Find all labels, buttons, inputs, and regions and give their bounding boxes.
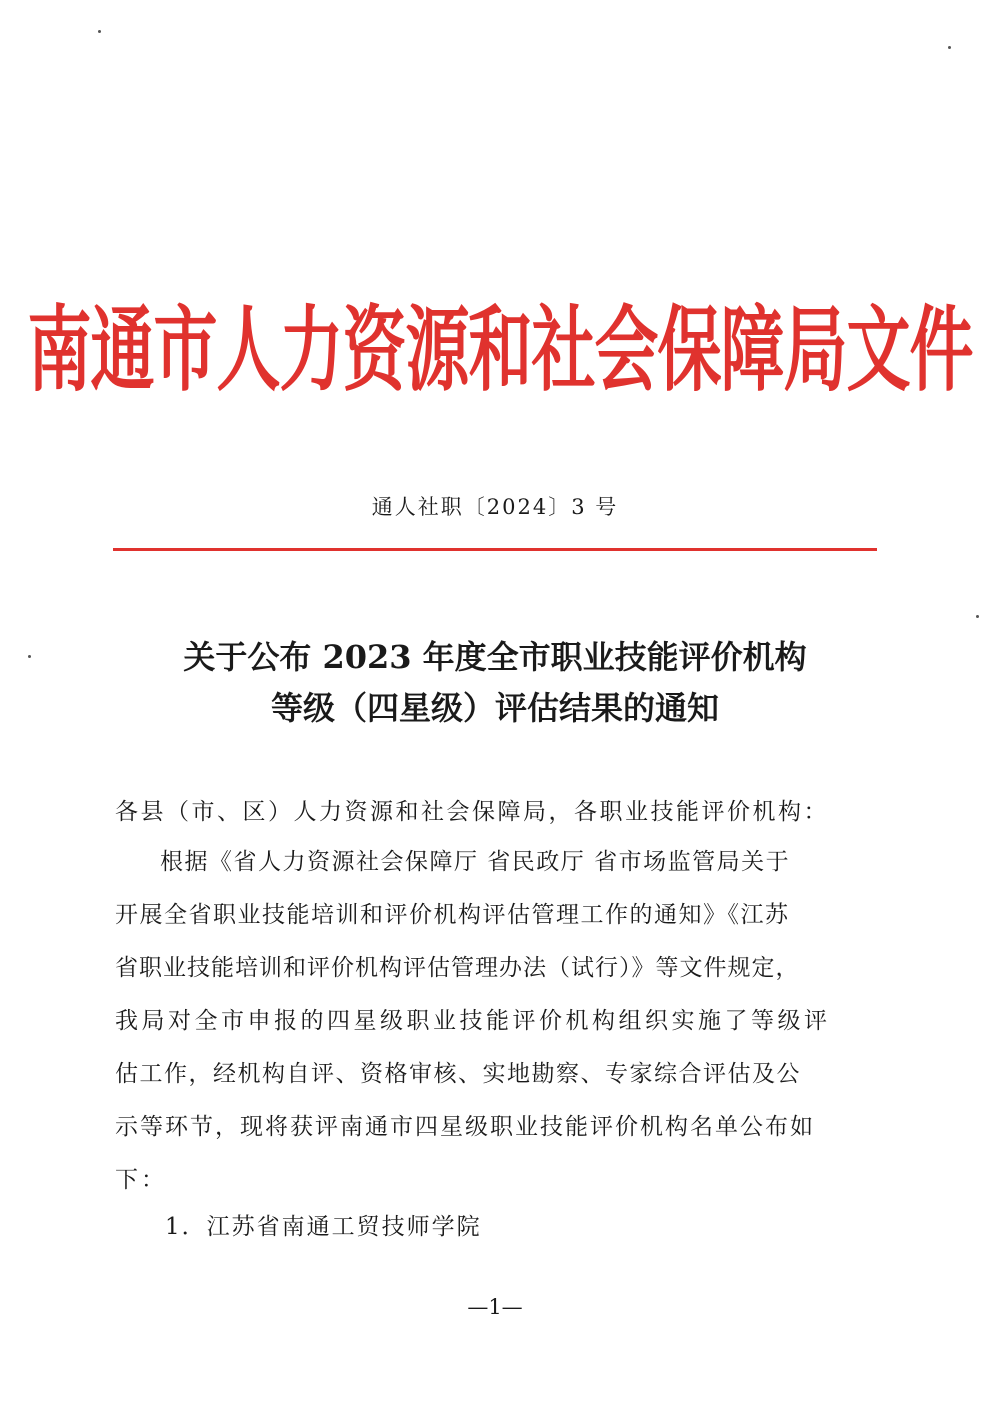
scan-speck <box>98 30 101 33</box>
issuing-authority-title: 南通市人力资源和社会保障局文件 <box>27 298 973 406</box>
red-separator-line <box>113 548 877 551</box>
notice-title-line-1: 关于公布 2023 年度全市职业技能评价机构 <box>183 638 807 676</box>
paragraph-line: 根据《省人力资源社会保障厅 省民政厅 省市场监管局关于 <box>160 849 791 875</box>
document-number: 通人社职〔2024〕3 号 <box>371 495 619 519</box>
paragraph-line: 示等环节，现将获评南通市四星级职业技能评价机构名单公布如 <box>115 1114 815 1140</box>
scan-speck <box>948 46 951 49</box>
paragraph-line: 估工作，经机构自评、资格审核、实地勘察、专家综合评估及公 <box>115 1061 801 1087</box>
paragraph-line: 下： <box>115 1167 167 1193</box>
notice-title-line-2: 等级（四星级）评估结果的通知 <box>270 689 719 727</box>
list-item: 1．江苏省南通工贸技师学院 <box>165 1214 482 1240</box>
page-number: —1— <box>467 1295 523 1319</box>
paragraph-line: 省职业技能培训和评价机构评估管理办法（试行）》等文件规定， <box>115 955 800 981</box>
paragraph-line: 我局对全市申报的四星级职业技能评价机构组织实施了等级评 <box>115 1008 831 1034</box>
salutation: 各县（市、区）人力资源和社会保障局，各职业技能评价机构： <box>115 799 829 825</box>
scan-speck <box>976 615 979 618</box>
paragraph-line: 开展全省职业技能培训和评价机构评估管理工作的通知》《江苏 <box>115 902 790 928</box>
